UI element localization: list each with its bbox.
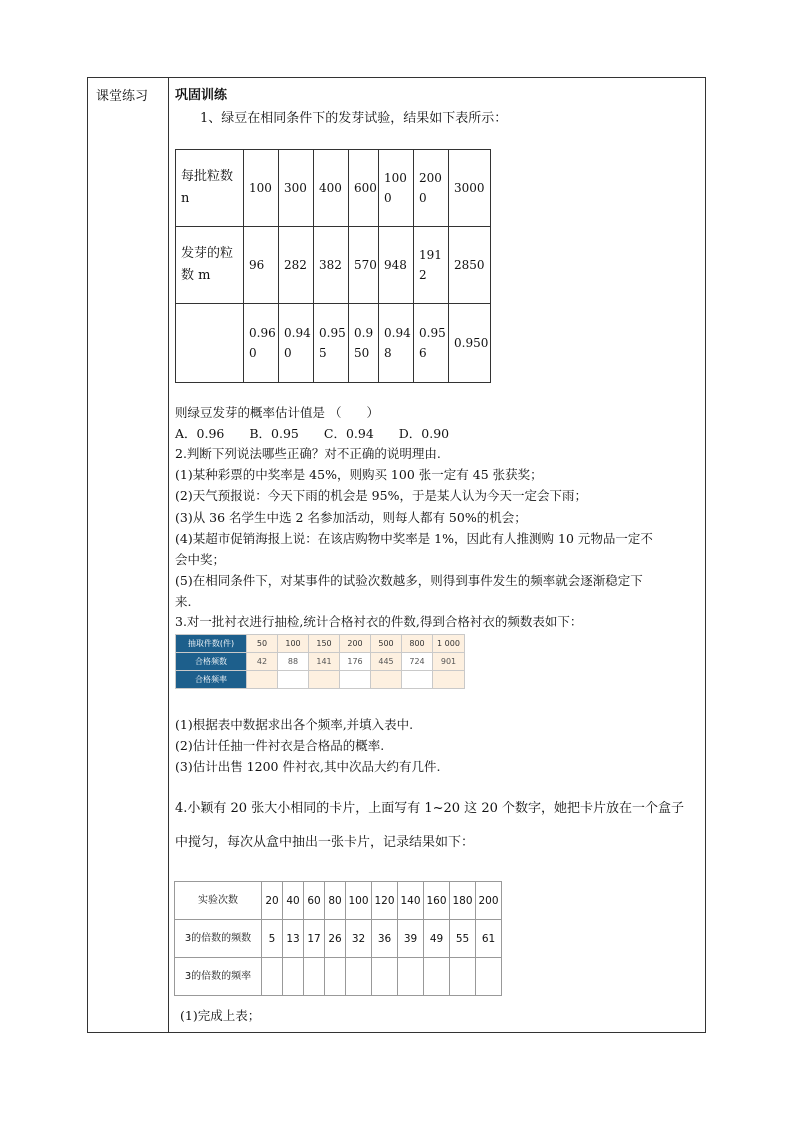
q2-item: 来. <box>175 594 192 609</box>
table-cell <box>176 304 244 383</box>
table-row <box>176 653 465 671</box>
table-cell: 1 000 <box>433 635 465 653</box>
table-cell: 500 <box>371 635 402 653</box>
table-cell: 382 <box>314 227 349 304</box>
table-cell <box>372 958 398 996</box>
table-cell: 发芽的粒数 m <box>176 227 244 304</box>
table-cell: 160 <box>424 882 450 920</box>
table-cell <box>424 958 450 996</box>
table-cell: 100 <box>346 882 372 920</box>
table-cell <box>371 671 402 689</box>
table-cell: 282 <box>279 227 314 304</box>
table-cell <box>309 671 340 689</box>
table-row <box>176 227 491 304</box>
q1-question: 则绿豆发芽的概率估计值是 （ ） <box>175 405 379 420</box>
table-cell: 901 <box>433 653 465 671</box>
table-cell: 80 <box>325 882 346 920</box>
table-cell: 200 <box>340 635 371 653</box>
table-cell: 13 <box>283 920 304 958</box>
q3-item: (1)根据表中数据求出各个频率,并填入表中. <box>175 717 414 732</box>
table-cell: 141 <box>309 653 340 671</box>
side-label: 课堂练习 <box>96 89 149 104</box>
q2-stem: 2.判断下列说法哪些正确？对不正确的说明理由. <box>175 446 441 461</box>
table-cell: 50 <box>247 635 278 653</box>
table-cell: 3的倍数的频率 <box>175 958 262 996</box>
table-cell: 0.950 <box>349 304 379 383</box>
table-cell <box>340 671 371 689</box>
table-cell <box>402 671 433 689</box>
table-cell: 3000 <box>449 150 491 227</box>
table-row <box>175 920 502 958</box>
table-cell: 140 <box>398 882 424 920</box>
table-cell <box>176 150 244 227</box>
q4-table <box>174 881 502 996</box>
table-cell: 100 <box>278 635 309 653</box>
table-cell: 26 <box>325 920 346 958</box>
table-cell: 2850 <box>449 227 491 304</box>
q3-item: (2)估计任抽一件衬衣是合格品的概率. <box>175 738 385 753</box>
table-cell: 176 <box>340 653 371 671</box>
table-cell: 0.940 <box>279 304 314 383</box>
table-row <box>176 150 491 227</box>
table-cell <box>450 958 476 996</box>
q2-item: (3)从 36 名学生中选 2 名参加活动，则每人都有 50%的机会； <box>175 510 527 525</box>
table-cell: 2000 <box>414 150 449 227</box>
table-cell <box>398 958 424 996</box>
table-cell: 1000 <box>379 150 414 227</box>
q2-item: (4)某超市促销海报上说：在该店购物中奖率是 1%，因此有人推测购 10 元物品一定不 <box>175 531 653 546</box>
table-cell: 32 <box>346 920 372 958</box>
q3-stem: 3.对一批衬衣进行抽检,统计合格衬衣的件数,得到合格衬衣的频数表如下： <box>175 614 583 629</box>
table-cell: 36 <box>372 920 398 958</box>
q2-item: 会中奖； <box>175 552 226 567</box>
table-cell <box>247 671 278 689</box>
table-cell: 40 <box>283 882 304 920</box>
table-cell: 抽取件数(件) <box>176 635 247 653</box>
table-cell: 55 <box>450 920 476 958</box>
table-cell: 180 <box>450 882 476 920</box>
table-cell: 0.956 <box>414 304 449 383</box>
table-cell: 3的倍数的频数 <box>175 920 262 958</box>
table-cell: 1912 <box>414 227 449 304</box>
table-cell: 49 <box>424 920 450 958</box>
q3-table <box>175 634 465 689</box>
table-cell: 5 <box>262 920 283 958</box>
q4-sub1: (1)完成上表； <box>180 1008 261 1023</box>
table-cell: 60 <box>304 882 325 920</box>
table-cell: 20 <box>262 882 283 920</box>
table-cell: 0.948 <box>379 304 414 383</box>
q1-options: A．0.96 B．0.95 C．0.94 D．0.90 <box>175 426 450 441</box>
table-cell: 100 <box>244 150 279 227</box>
table-cell: 570 <box>349 227 379 304</box>
q4-stem: 4.小颖有 20 张大小相同的卡片，上面写有 1~20 这 20 个数字，她把卡片放在一个盒子 <box>175 801 684 816</box>
table-row <box>176 635 465 653</box>
section-heading: 巩固训练 <box>175 88 228 103</box>
table-cell: 150 <box>309 635 340 653</box>
table-cell: 0.950 <box>449 304 491 383</box>
table-cell: 实验次数 <box>175 882 262 920</box>
table-row <box>176 671 465 689</box>
table-cell: 合格频率 <box>176 671 247 689</box>
row-label: 每批粒数 n <box>181 169 234 206</box>
q4-stem: 中搅匀，每次从盒中抽出一张卡片，记录结果如下： <box>175 835 475 850</box>
table-cell: 948 <box>379 227 414 304</box>
table-cell: 300 <box>279 150 314 227</box>
q2-item: (1)某种彩票的中奖率是 45%，则购买 100 张一定有 45 张获奖； <box>175 467 543 482</box>
table-row <box>175 958 502 996</box>
table-cell: 800 <box>402 635 433 653</box>
table-cell <box>304 958 325 996</box>
q2-item: (2)天气预报说：今天下雨的机会是 95%，于是某人认为今天一定会下雨； <box>175 488 587 503</box>
table-row <box>176 304 491 383</box>
table-cell: 0.955 <box>314 304 349 383</box>
table-cell: 42 <box>247 653 278 671</box>
table-cell: 61 <box>476 920 502 958</box>
table-cell <box>262 958 283 996</box>
table-cell: 17 <box>304 920 325 958</box>
q1-stem: 1、绿豆在相同条件下的发芽试验，结果如下表所示： <box>200 111 508 126</box>
q1-table <box>175 149 491 383</box>
table-cell: 200 <box>476 882 502 920</box>
table-cell <box>283 958 304 996</box>
table-cell: 724 <box>402 653 433 671</box>
table-cell <box>476 958 502 996</box>
q2-item: (5)在相同条件下，对某事件的试验次数越多，则得到事件发生的频率就会逐渐稳定下 <box>175 573 643 588</box>
table-cell: 合格频数 <box>176 653 247 671</box>
table-cell <box>346 958 372 996</box>
table-cell <box>278 671 309 689</box>
table-cell: 400 <box>314 150 349 227</box>
table-row <box>175 882 502 920</box>
table-cell: 88 <box>278 653 309 671</box>
table-cell: 0.960 <box>244 304 279 383</box>
column-divider <box>168 78 169 1032</box>
table-cell <box>325 958 346 996</box>
table-cell <box>433 671 465 689</box>
table-cell: 120 <box>372 882 398 920</box>
table-cell: 445 <box>371 653 402 671</box>
table-cell: 96 <box>244 227 279 304</box>
table-cell: 39 <box>398 920 424 958</box>
table-cell: 600 <box>349 150 379 227</box>
q3-item: (3)估计出售 1200 件衬衣,其中次品大约有几件. <box>175 759 441 774</box>
